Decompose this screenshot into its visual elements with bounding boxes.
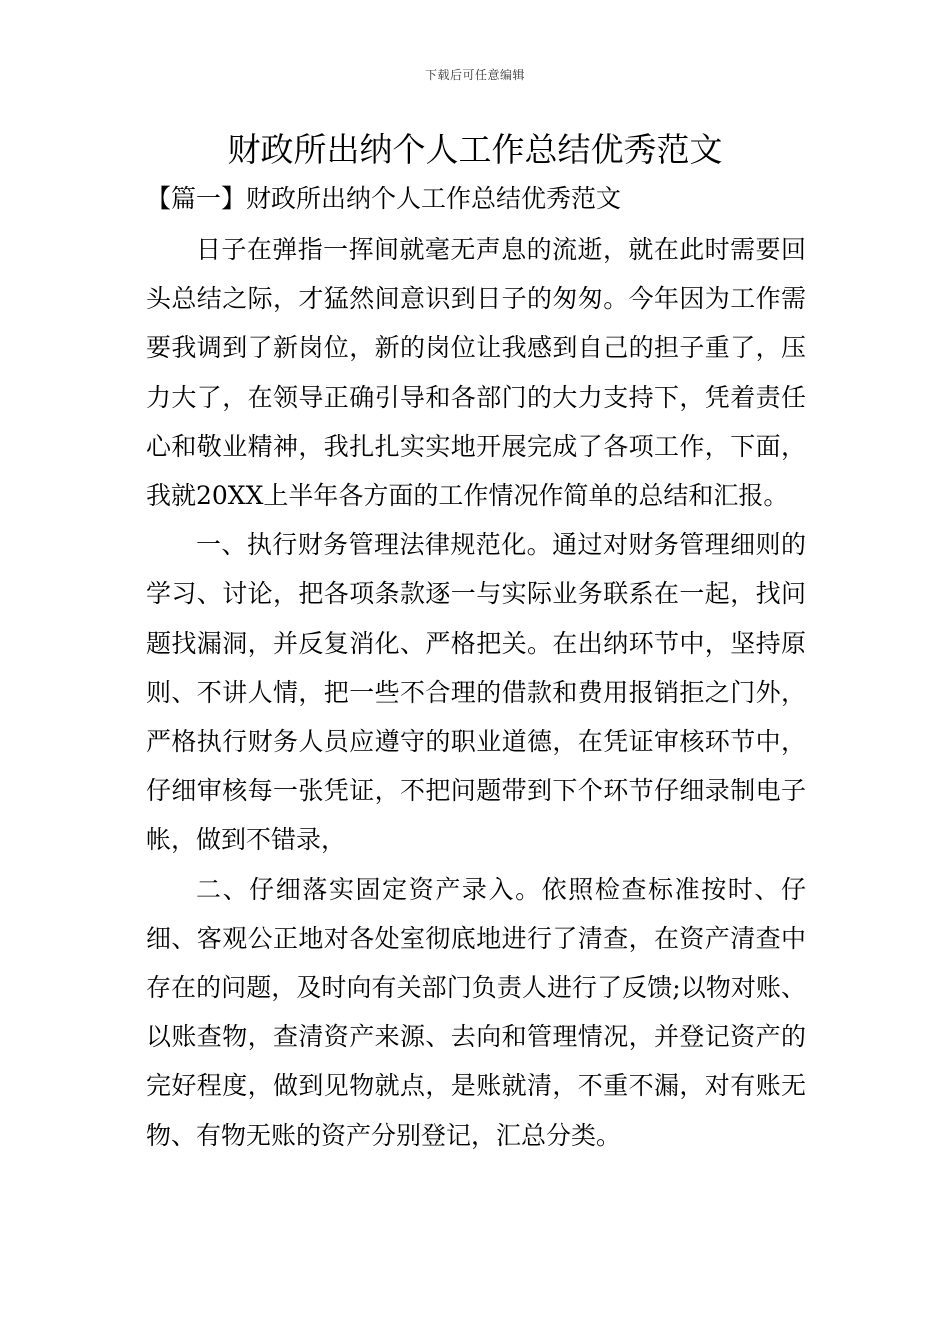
paragraph-intro: 日子在弹指一挥间就毫无声息的流逝，就在此时需要回头总结之际，才猛然间意识到日子的匆匆。今年因为工作需要我调到了新岗位，新的岗位让我感到自己的担子重了，压力大了，在领导正确引导和各部门的大力支持下，凭着责任心和敬业精神，我扎扎实实地开展完成了各项工作，下面，我就20XX上半年各方面的工作情况作简单的总结和汇报。 [146,235,806,511]
paragraph-finance-management: 一、执行财务管理法律规范化。通过对财务管理细则的学习、讨论，把各项条款逐一与实际业务联系在一起，找问题找漏洞，并反复消化、严格把关。在出纳环节中，坚持原则、不讲人情，把一些不合理的借款和费用报销拒之门外，严格执行财务人员应遵守的职业道德，在凭证审核环节中，仔细审核每一张凭证，不把问题带到下个环节仔细录制电子帐，做到不错录， [146,530,806,855]
paragraph-fixed-assets: 二、仔细落实固定资产录入。依照检查标准按时、仔细、客观公正地对各处室彻底地进行了清查，在资产清查中存在的问题，及时向有关部门负责人进行了反馈;以物对账、以账查物，查清资产来源、去向和管理情况，并登记资产的完好程度，做到见物就点，是账就清，不重不漏，对有账无物、有物无账的资产分别登记，汇总分类。 [146,874,806,1150]
document-title: 财政所出纳个人工作总结优秀范文 [227,130,723,169]
document-body [146,225,806,1160]
section-heading: 【篇一】财政所出纳个人工作总结优秀范文 [146,184,622,213]
header-note: 下载后可任意编辑 [424,68,525,82]
